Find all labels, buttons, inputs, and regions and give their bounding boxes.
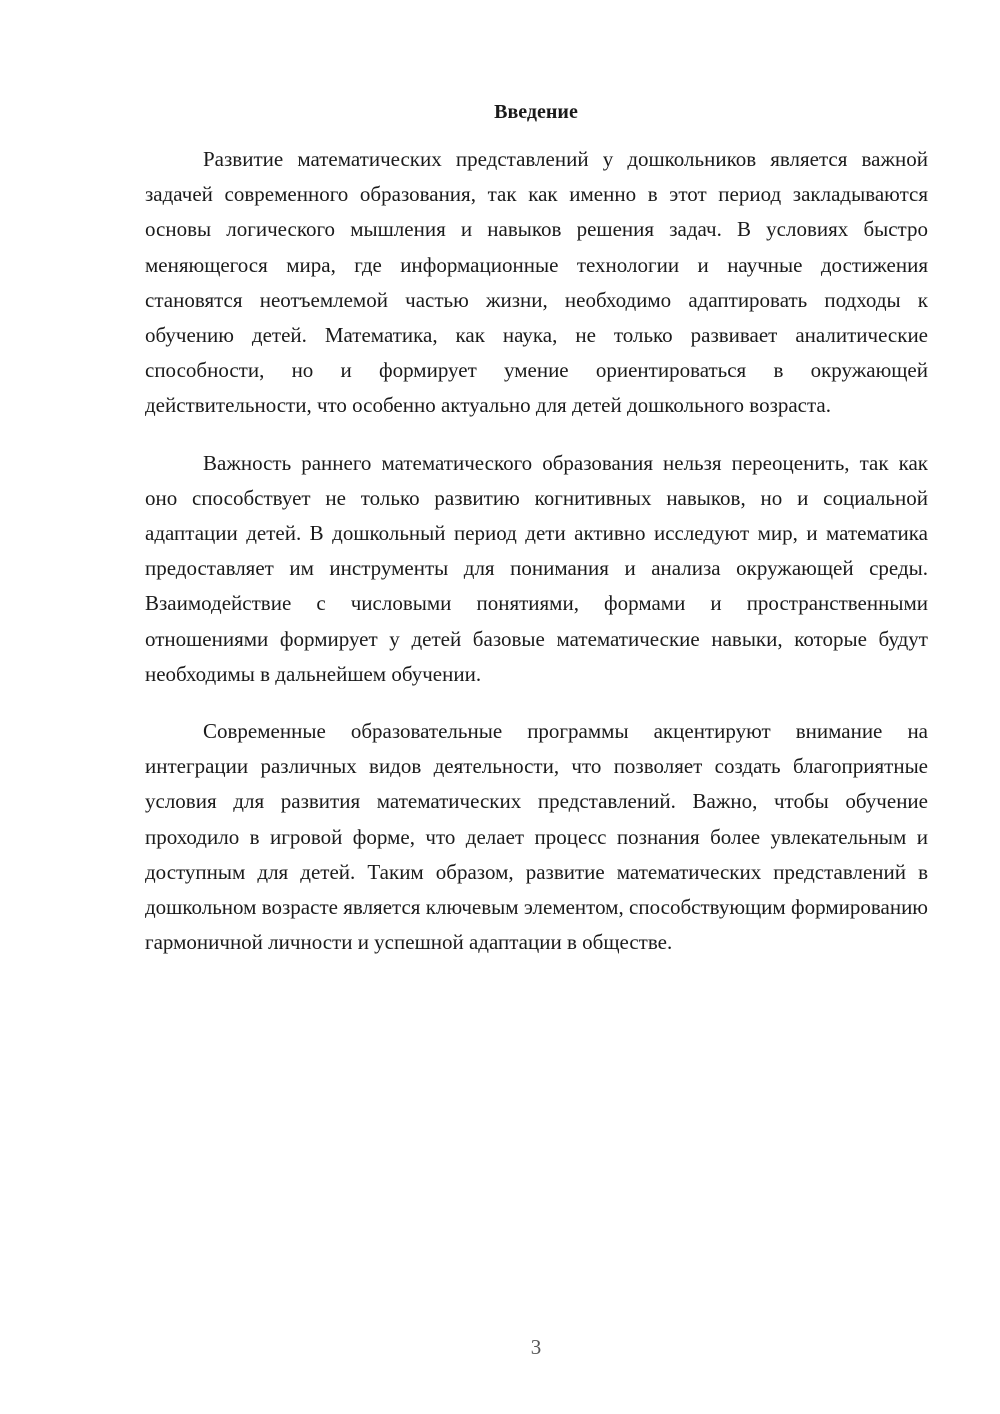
section-heading: Введение bbox=[494, 101, 578, 123]
body-text bbox=[145, 142, 928, 982]
paragraph-3: Современные образовательные программы акцентируют внимание на интеграции различных видов деятельности, что позволяет создать благоприятные условия для развития математических представлений. Важно, чтобы обучение проходило в игровой форме, что делает процесс познания более увлекательным и доступным для детей. Таким образом, развитие математических представлений в дошкольном возрасте является ключевым элементом, способствующим формированию гармоничной личности и успешной адаптации в обществе. bbox=[145, 719, 928, 955]
paragraph-2: Важность раннего математического образования нельзя переоценить, так как оно способствует не только развитию когнитивных навыков, но и социальной адаптации детей. В дошкольный период дети активно исследуют мир, и математика предоставляет им инструменты для понимания и анализа окружающей среды. Взаимодействие с числовыми понятиями, формами и пространственными отношениями формирует у детей базовые математические навыки, которые будут необходимы в дальнейшем обучении. bbox=[145, 450, 928, 686]
paragraph-1: Развитие математических представлений у дошкольников является важной задачей современного образования, так как именно в этот период закладываются основы логического мышления и навыков решения задач. В условиях быстро меняющегося мира, где информационные технологии и научные достижения становятся неотъемлемой частью жизни, необходимо адаптировать подходы к обучению детей. Математика, как наука, не только развивает аналитические способности, но и формирует умение ориентироваться в окружающей действительности, что особенно актуально для детей дошкольного возраста. bbox=[145, 147, 928, 418]
page-number: 3 bbox=[530, 1335, 542, 1359]
